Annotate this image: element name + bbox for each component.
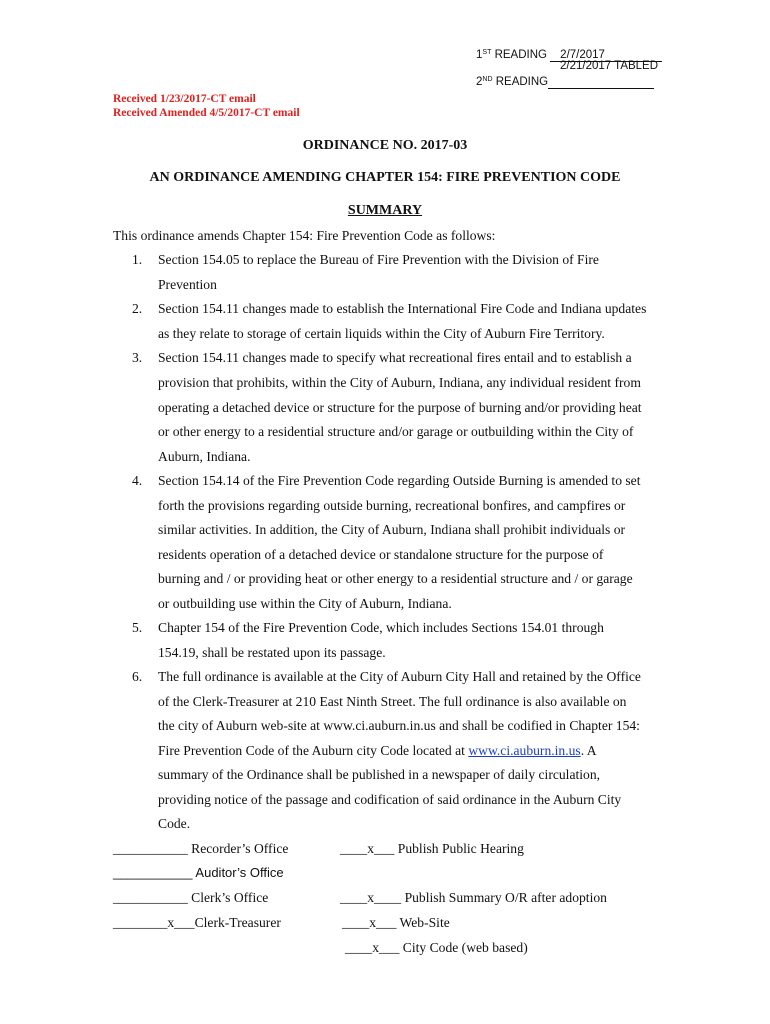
item-line: similar activities. In addition, the City of Auburn, Indiana shall prohibit individuals or bbox=[158, 522, 626, 537]
item-line: The full ordinance is available at the City of Auburn City Hall and retained by the Office bbox=[158, 669, 641, 684]
item-line: as they relate to storage of certain liquids within the City of Auburn Fire Territory. bbox=[158, 326, 605, 341]
item-line: providing notice of the passage and codification of said ordinance in the Auburn City bbox=[158, 792, 622, 807]
second-reading-number: 2 bbox=[476, 76, 483, 88]
item-number: 4. bbox=[132, 473, 143, 488]
item-line: summary of the Ordinance shall be published in a newspaper of daily circulation, bbox=[158, 767, 601, 782]
intro-text: This ordinance amends Chapter 154: Fire Prevention Code as follows: bbox=[113, 228, 496, 243]
second-reading-sup: ND bbox=[482, 76, 493, 83]
second-reading-label: READING bbox=[495, 76, 549, 88]
city-code-entry: ____x___ City Code (web based) bbox=[345, 940, 528, 955]
received-note-1: Received 1/23/2017-CT email bbox=[113, 93, 256, 105]
received-note-2: Received Amended 4/5/2017-CT email bbox=[113, 107, 300, 119]
item-line: Section 154.05 to replace the Bureau of Fire Prevention with the Division of Fire bbox=[158, 252, 599, 267]
item-line: forth the provisions regarding outside burning, recreational bonfires, and campfires or bbox=[158, 498, 626, 513]
item-line: or outbuilding use within the City of Auburn, Indiana. bbox=[158, 596, 452, 611]
second-reading-blank bbox=[548, 76, 654, 89]
website-entry: ____x___ Web-Site bbox=[342, 915, 450, 930]
item-line: or other energy to a residential structure and/or garage or outbuilding within the City of bbox=[158, 424, 634, 439]
tabled-date: 2/21/2017 TABLED bbox=[560, 60, 659, 72]
first-reading-number: 1 bbox=[476, 49, 483, 61]
recorders-office-entry: ___________ Recorder’s Office bbox=[113, 841, 289, 856]
item-line: Code. bbox=[158, 816, 191, 831]
item-number: 1. bbox=[132, 252, 143, 267]
second-reading-line bbox=[476, 73, 654, 89]
item-line: provision that prohibits, within the City of Auburn, Indiana, any individual resident from bbox=[158, 375, 641, 390]
auditors-office-text: ___________ Auditor’s Office bbox=[113, 865, 284, 880]
item-number: 2. bbox=[132, 301, 143, 316]
item-line: the city of Auburn web-site at www.ci.auburn.in.us and shall be codified in Chapter 154: bbox=[158, 718, 640, 733]
first-reading-date: 2/7/2017 bbox=[550, 49, 662, 62]
item-number: 5. bbox=[132, 620, 143, 635]
auditors-office-entry bbox=[113, 865, 284, 881]
item-line: residents operation of a detached device or standalone structure for the purpose of bbox=[158, 547, 604, 562]
item-number: 3. bbox=[132, 350, 143, 365]
item-line: Section 154.11 changes made to specify what recreational fires entail and to establish a bbox=[158, 350, 632, 365]
item-number: 6. bbox=[132, 669, 143, 684]
item-line: of the Clerk-Treasurer at 210 East Ninth Street. The full ordinance is also available on bbox=[158, 694, 627, 709]
first-reading-sup: ST bbox=[482, 49, 492, 56]
first-reading-label: READING bbox=[494, 49, 547, 61]
ordinance-number: ORDINANCE NO. 2017-03 bbox=[302, 138, 468, 153]
clerk-treasurer-entry: ________x___Clerk-Treasurer bbox=[113, 915, 281, 930]
item-line: 154.19, shall be restated upon its passage. bbox=[158, 645, 386, 660]
summary-heading: SUMMARY bbox=[347, 203, 423, 218]
item-line: operating a detached device or structure for the purpose of burning and/or providing heat bbox=[158, 400, 642, 415]
item-line: burning and / or providing heat or other energy to a residential structure and / or garage bbox=[158, 571, 633, 586]
ordinance-title: AN ORDINANCE AMENDING CHAPTER 154: FIRE PREVENTION CODE bbox=[149, 170, 621, 185]
item-line-with-link bbox=[158, 743, 597, 759]
item-line-text: . A bbox=[580, 743, 597, 758]
item-line: Section 154.11 changes made to establish the International Fire Code and Indiana updates bbox=[158, 301, 647, 316]
item-line: Auburn, Indiana. bbox=[158, 449, 251, 464]
item-line-text: Fire Prevention Code of the Auburn city Code located at bbox=[158, 743, 469, 758]
publish-summary-entry: ____x____ Publish Summary O/R after adoption bbox=[340, 890, 607, 905]
item-line: Section 154.14 of the Fire Prevention Code regarding Outside Burning is amended to set bbox=[158, 473, 641, 488]
auburn-website-link[interactable]: www.ci.auburn.in.us bbox=[468, 743, 581, 758]
publish-hearing-entry: ____x___ Publish Public Hearing bbox=[340, 841, 524, 856]
item-line: Chapter 154 of the Fire Prevention Code, which includes Sections 154.01 through bbox=[158, 620, 604, 635]
clerks-office-entry: ___________ Clerk’s Office bbox=[113, 890, 269, 905]
item-line: Prevention bbox=[158, 277, 217, 292]
